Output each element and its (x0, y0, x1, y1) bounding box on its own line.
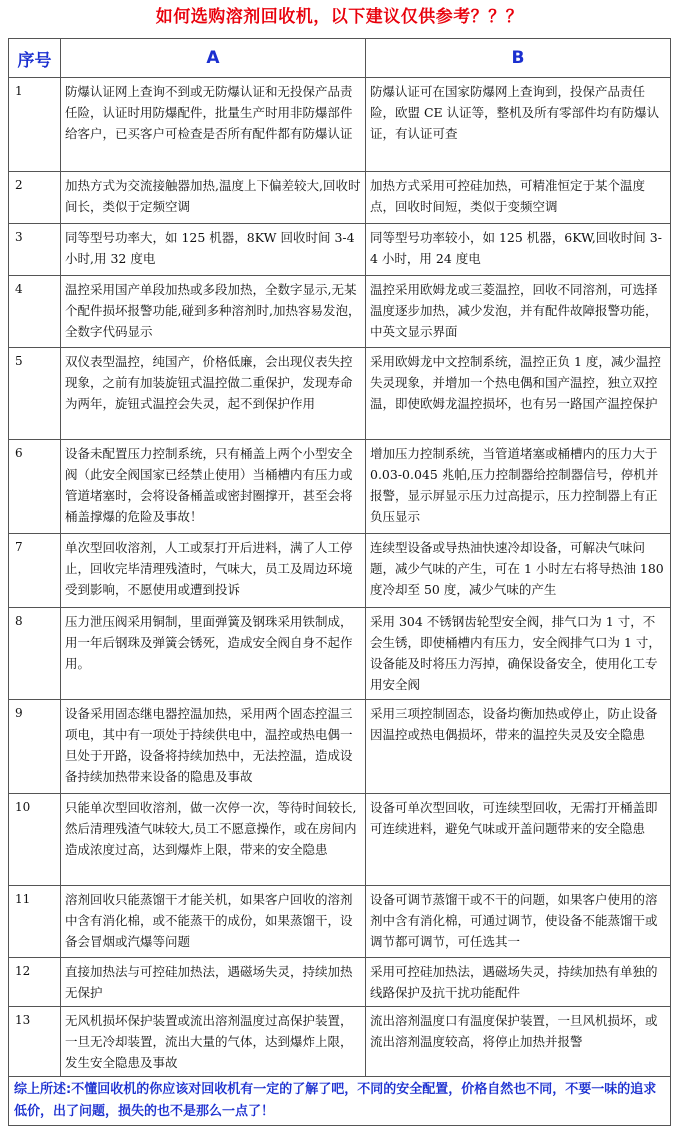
option-a-cell: 加热方式为交流接触器加热,温度上下偏差较大,回收时间长，类似于定频空调 (61, 172, 366, 224)
row-number: 2 (9, 172, 61, 224)
row-number: 3 (9, 224, 61, 276)
option-a-cell: 溶剂回收只能蒸馏干才能关机，如果客户回收的溶剂中含有消化棉，或不能蒸干的成份，如果蒸馏干，设备会冒烟或汽爆等问题 (61, 886, 366, 958)
option-b-cell: 采用 304 不锈钢齿轮型安全阀，排气口为 1 寸，不会生锈，即使桶槽内有压力，安全阀排气口为 1 寸，设备能及时将压力泻掉，确保设备安全，使用化工专用安全阀 (366, 608, 671, 700)
option-a-cell: 设备采用固态继电器控温加热，采用两个固态控温三项电，其中有一项处于持续供电中，温控或热电偶一旦处于开路，设备将持续加热中，无法控温，造成设备持续加热带来设备的隐患及事故 (61, 700, 366, 794)
option-a-cell: 防爆认证网上查询不到或无防爆认证和无投保产品责任险，认证时用防爆配件，批量生产时用非防爆部件给客户，已买客户可检查是否所有配件都有防爆认证 (61, 78, 366, 172)
option-b-cell: 设备可调节蒸馏干或不干的问题，如果客户使用的溶剂中含有消化棉，可通过调节，使设备不能蒸馏干或调节都可调节，可任选其一 (366, 886, 671, 958)
row-number: 9 (9, 700, 61, 794)
option-b-cell: 采用欧姆龙中文控制系统，温控正负 1 度，减少温控失灵现象，并增加一个热电偶和国产温控，独立双控温，即使欧姆龙温控损坏，也有另一路国产温控保护 (366, 348, 671, 440)
summary-row (9, 1077, 671, 1126)
option-b-cell: 防爆认证可在国家防爆网上查询到，投保产品责任险，欧盟 CE 认证等，整机及所有零部件均有防爆认证，有认证可查 (366, 78, 671, 172)
table-row (9, 276, 671, 348)
comparison-table (8, 38, 671, 1126)
page-title: 如何选购溶剂回收机，以下建议仅供参考？？？ (155, 7, 524, 27)
option-b-cell: 增加压力控制系统，当管道堵塞或桶槽内的压力大于 0.03-0.045 兆帕,压力控制器给控制器信号，停机并报警，显示屏显示压力过高提示，压力控制器上有正负压显示 (366, 440, 671, 534)
row-number: 5 (9, 348, 61, 440)
row-number: 8 (9, 608, 61, 700)
option-b-cell: 同等型号功率较小，如 125 机器，6KW,回收时间 3-4 小时，用 24 度电 (366, 224, 671, 276)
table-row (9, 172, 671, 224)
summary-text: 综上所述:不懂回收机的你应该对回收机有一定的了解了吧，不同的安全配置，价格自然也不同，不要一味的追求低价，出了问题，损失的也不是那么一点了！ (9, 1077, 671, 1126)
row-number: 7 (9, 534, 61, 608)
row-number: 10 (9, 794, 61, 886)
row-number: 4 (9, 276, 61, 348)
header-b: B (366, 39, 671, 78)
row-number: 11 (9, 886, 61, 958)
option-b-cell: 加热方式采用可控硅加热，可精准恒定于某个温度点，回收时间短，类似于变频空调 (366, 172, 671, 224)
header-a: A (61, 39, 366, 78)
table-row (9, 794, 671, 886)
option-a-cell: 温控采用国产单段加热或多段加热，全数字显示,无某个配件损坏报警功能,碰到多种溶剂时,加热容易发泡，全数字代码显示 (61, 276, 366, 348)
table-row (9, 440, 671, 534)
row-number: 13 (9, 1007, 61, 1077)
option-a-cell: 压力泄压阀采用铜制，里面弹簧及钢珠采用铁制成，用一年后钢珠及弹簧会锈死，造成安全阀自身不起作用。 (61, 608, 366, 700)
option-b-cell: 设备可单次型回收，可连续型回收，无需打开桶盖即可连续进料，避免气味或开盖问题带来的安全隐患 (366, 794, 671, 886)
row-number: 6 (9, 440, 61, 534)
table-row (9, 78, 671, 172)
row-number: 1 (9, 78, 61, 172)
table-row (9, 886, 671, 958)
table-row (9, 348, 671, 440)
table-row (9, 224, 671, 276)
option-b-cell: 采用三项控制固态，设备均衡加热或停止，防止设备因温控或热电偶损坏，带来的温控失灵及安全隐患 (366, 700, 671, 794)
option-b-cell: 温控采用欧姆龙或三菱温控，回收不同溶剂，可选择温度逐步加热，减少发泡，并有配件故障报警功能，中英文显示界面 (366, 276, 671, 348)
option-a-cell: 直接加热法与可控硅加热法，遇磁场失灵，持续加热无保护 (61, 958, 366, 1007)
option-a-cell: 设备未配置压力控制系统，只有桶盖上两个小型安全阀（此安全阀国家已经禁止使用）当桶槽内有压力或管道堵塞时，会将设备桶盖或密封圈撑开，甚至会将桶盖撑爆的危险及事故！ (61, 440, 366, 534)
option-a-cell: 同等型号功率大，如 125 机器，8KW 回收时间 3-4 小时,用 32 度电 (61, 224, 366, 276)
option-a-cell: 无风机损坏保护装置或流出溶剂温度过高保护装置，一旦无冷却装置，流出大量的气体，达到爆炸上限，发生安全隐患及事故 (61, 1007, 366, 1077)
table-row (9, 608, 671, 700)
table-row (9, 700, 671, 794)
row-number: 12 (9, 958, 61, 1007)
header-num: 序号 (9, 39, 61, 78)
table-row (9, 958, 671, 1007)
option-b-cell: 流出溶剂温度口有温度保护装置，一旦风机损坏，或流出溶剂温度较高，将停止加热并报警 (366, 1007, 671, 1077)
option-b-cell: 采用可控硅加热法，遇磁场失灵，持续加热有单独的线路保护及抗干扰功能配件 (366, 958, 671, 1007)
option-a-cell: 单次型回收溶剂，人工或泵打开后进料，满了人工停止，回收完毕清理残渣时，气味大，员工及周边环境受到影响，不愿使用或遭到投诉 (61, 534, 366, 608)
table-row (9, 1007, 671, 1077)
option-b-cell: 连续型设备或导热油快速冷却设备，可解决气味问题，减少气味的产生，可在 1 小时左右将导热油 180 度冷却至 50 度，减少气味的产生 (366, 534, 671, 608)
table-row (9, 534, 671, 608)
table-header-row (9, 39, 671, 78)
option-a-cell: 只能单次型回收溶剂，做一次停一次，等待时间较长,然后清理残渣气味较大,员工不愿意操作，或在房间内造成浓度过高，达到爆炸上限，带来的安全隐患 (61, 794, 366, 886)
option-a-cell: 双仪表型温控，纯国产，价格低廉，会出现仪表失控现象，之前有加装旋钮式温控做二重保护，发现寿命为两年，旋钮式温控会失灵，起不到保护作用 (61, 348, 366, 440)
